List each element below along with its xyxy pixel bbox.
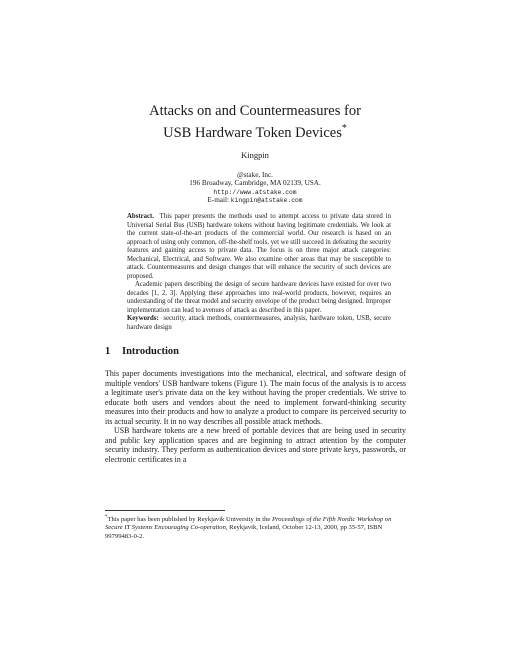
section-heading bbox=[105, 346, 179, 357]
title-line-2-text: USB Hardware Token Devices bbox=[163, 124, 342, 141]
section-number: 1 bbox=[105, 346, 111, 357]
abstract-paragraph-2: Academic papers describing the design of secure hardware devices have existed for over two decades [1, 2, 3]. Applying these approaches into real-world products, however, requires an understanding of the threat model and security envelope of the product being designed. Improper implementation can lead to avenues of attack as described in this paper. bbox=[127, 281, 391, 315]
abstract-label: Abstract. bbox=[127, 213, 154, 220]
affiliation-org: @stake, Inc. bbox=[237, 171, 273, 179]
title-footnote-marker: * bbox=[341, 123, 347, 134]
introduction-body bbox=[105, 369, 406, 464]
abstract bbox=[127, 213, 391, 316]
paper-title bbox=[60, 103, 450, 142]
keywords-text: security, attack methods, countermeasures, analysis, hardware token, USB, secure hardware design bbox=[127, 315, 392, 331]
footnote-divider bbox=[105, 510, 225, 511]
affiliation-url[interactable]: http://www.atstake.com bbox=[213, 188, 297, 196]
abstract-text-1: This paper presents the methods used to attempt access to private data stored in Universal Serial Bus (USB) hardware tokens without having legitimate credentials. We look at the current state-of-the-art products of the commercial world. Our research is based on an approach of using only common, off-the-shelf tools, yet we still succeed in defeating the security features and gaining access to private data. The focus is on three major attack categories: Mechanical, Electrical, and Software. We also examine other areas that may be susceptible to attack. Countermeasures and design changes that will enhance the security of such devices are proposed. bbox=[127, 213, 391, 280]
section-title: Introduction bbox=[122, 346, 179, 357]
keywords bbox=[127, 315, 391, 332]
abstract-paragraph-1 bbox=[127, 213, 391, 281]
affiliation-email-line bbox=[0, 196, 510, 206]
intro-paragraph-2: USB hardware tokens are a new breed of portable devices that are being used in security and public key application spaces and are beginning to attract attention by the computer security industry. They perform as authentication devices and store private keys, passwords, or electronic certificates in a bbox=[105, 426, 406, 464]
email-label: E-mail: bbox=[207, 195, 229, 204]
footnote-marker: * bbox=[105, 515, 108, 520]
footnote bbox=[105, 514, 406, 541]
affiliation-email[interactable]: kingpin@atstake.com bbox=[230, 196, 303, 204]
title-line-1: Attacks on and Countermeasures for bbox=[149, 103, 361, 119]
intro-paragraph-1: This paper documents investigations into the mechanical, electrical, and software design of multiple vendors' USB hardware tokens (Figure 1). The main focus of the analysis is to access a legitimate user's private data on the key without having the proper credentials. We strive to educate both users and vendors about the need to implement forward-thinking security measures into their products and how to analyze a product to compare its perceived security to its actual security. It in no way describes all possible attack methods. bbox=[105, 369, 406, 426]
title-line-2 bbox=[60, 120, 450, 142]
footnote-text-after: , Reykjavik, Iceland, October 12-13, 2000, pp 35-57, ISBN 99799483-0-2. bbox=[105, 524, 383, 540]
footnote-venue: Proceedings of the Fifth Nordic Workshop on Secure IT Systems Encouraging Co-operation bbox=[105, 516, 392, 532]
author-name: Kingpin bbox=[241, 150, 269, 160]
affiliation-address: 196 Broadway, Cambridge, MA 02139, USA. bbox=[189, 179, 321, 187]
footnote-text-before: This paper has been published by Reykjavik University in the bbox=[107, 516, 272, 524]
keywords-label: Keywords: bbox=[127, 315, 159, 322]
